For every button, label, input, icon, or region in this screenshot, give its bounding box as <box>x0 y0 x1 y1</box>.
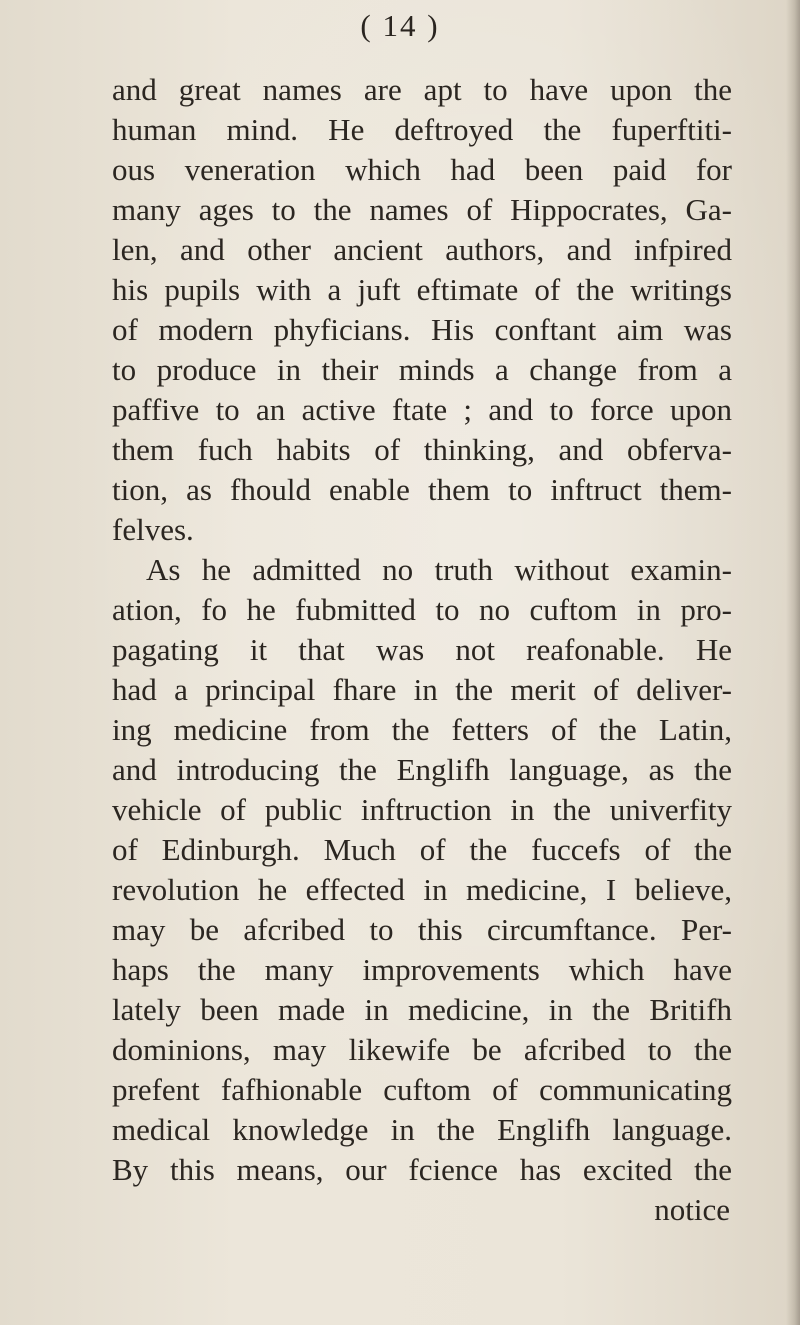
page-edge-shadow <box>786 0 800 1325</box>
text-line: paffive to an active ftate ; and to force upon <box>112 392 732 427</box>
text-line: pagating it that was not reafonable. He <box>112 632 732 667</box>
catchword: notice <box>654 1192 730 1227</box>
text-line: medical knowledge in the Englifh language. <box>112 1112 732 1147</box>
text-line: ous veneration which had been paid for <box>112 152 732 187</box>
text-line: may be afcribed to this circumftance. Per- <box>112 912 732 947</box>
text-line: human mind. He deftroyed the fuperftiti- <box>112 112 732 147</box>
text-line: haps the many improvements which have <box>112 952 732 987</box>
text-line: tion, as fhould enable them to inftruct them- <box>112 472 732 507</box>
text-line: By this means, our fcience has excited the <box>112 1152 732 1187</box>
text-line: of modern phyficians. His conftant aim was <box>112 312 732 347</box>
text-line: lately been made in medicine, in the Britifh <box>112 992 732 1027</box>
text-line: ing medicine from the fetters of the Latin, <box>112 712 732 747</box>
text-line: had a principal fhare in the merit of deliver- <box>112 672 732 707</box>
text-line: dominions, may likewife be afcribed to the <box>112 1032 732 1067</box>
text-line: of Edinburgh. Much of the fuccefs of the <box>112 832 732 867</box>
page-number: ( 14 ) <box>360 8 440 43</box>
text-line: prefent fafhionable cuftom of communicating <box>112 1072 732 1107</box>
text-line: vehicle of public inftruction in the univerfity <box>112 792 732 827</box>
text-line: and introducing the Englifh language, as the <box>112 752 732 787</box>
text-line: and great names are apt to have upon the <box>112 72 732 107</box>
text-line: his pupils with a juft eftimate of the writings <box>112 272 732 307</box>
text-line: them fuch habits of thinking, and obferva- <box>112 432 732 467</box>
text-line: to produce in their minds a change from a <box>112 352 732 387</box>
text-line: felves. <box>112 512 194 547</box>
text-line: many ages to the names of Hippocrates, Ga- <box>112 192 732 227</box>
text-line: revolution he effected in medicine, I believe, <box>112 872 732 907</box>
text-line: len, and other ancient authors, and infpired <box>112 232 732 267</box>
text-line: ation, fo he fubmitted to no cuftom in pro- <box>112 592 732 627</box>
paragraph-start-line: As he admitted no truth without examin- <box>146 552 732 587</box>
